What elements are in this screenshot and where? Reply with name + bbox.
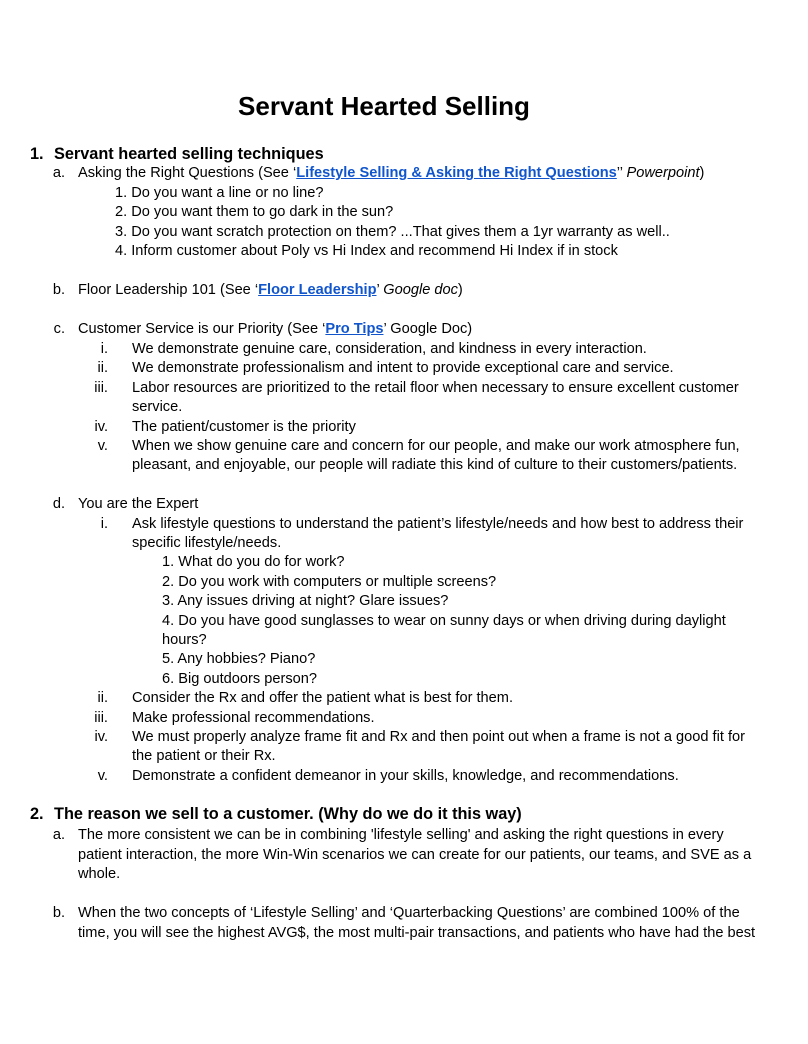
item-a-marker: a. <box>52 165 65 181</box>
paragraph-line: When the two concepts of ‘Lifestyle Selling’ and ‘Quarterbacking Questions’ are combined 100% of the <box>78 905 740 921</box>
paragraph-line: patient interaction, the more Win-Win scenarios we can create for our patients, our teams, and SVE as a <box>78 846 752 863</box>
list-item: Labor resources are prioritized to the retail floor when necessary to ensure excellent customer <box>132 379 739 396</box>
list-item: We demonstrate professionalism and intent to provide exceptional care and service. <box>132 360 674 376</box>
list-item-continuation: hours? <box>162 632 207 648</box>
list-item: 2. Do you work with computers or multiple screens? <box>162 573 497 590</box>
item-a-post: ) <box>699 165 705 181</box>
roman-marker: iv. <box>94 729 108 745</box>
paragraph-line: The more consistent we can be in combining 'lifestyle selling' and asking the right questions in every <box>78 827 724 843</box>
list-item: The patient/customer is the priority <box>132 418 356 435</box>
list-item: We must properly analyze frame fit and Rx and then point out when a frame is not a good fit for <box>132 729 745 745</box>
list-item: 5. Any hobbies? Piano? <box>162 651 316 667</box>
paragraph-line: time, you will see the highest AVG$, the most multi-pair transactions, and patients who have had the best <box>78 924 756 941</box>
list-item: Consider the Rx and offer the patient what is best for them. <box>132 690 513 706</box>
lifestyle-selling-link[interactable]: Lifestyle Selling & Asking the Right Questions <box>296 165 617 181</box>
roman-marker: i. <box>100 340 108 357</box>
page-title: Servant Hearted Selling <box>238 91 530 121</box>
item-b-marker: b. <box>52 282 65 298</box>
item-b-mid: ’ <box>376 282 384 298</box>
list-item: 2. Do you want them to go dark in the sun? <box>115 204 394 220</box>
item-b-italic: Google doc <box>383 282 458 298</box>
list-item: Ask lifestyle questions to understand the patient’s lifestyle/needs and how best to address their <box>132 515 744 532</box>
list-item: 4. Do you have good sunglasses to wear on sunny days or when driving during daylight <box>162 612 726 629</box>
roman-marker: iii. <box>94 379 108 396</box>
section-2-heading: The reason we sell to a customer. (Why do we do it this way) <box>54 805 522 823</box>
section-2-marker: 2. <box>30 805 44 823</box>
list-item-continuation: specific lifestyle/needs. <box>132 535 282 551</box>
item-b-text: Floor Leadership 101 (See ‘ <box>78 282 259 298</box>
list-item: Demonstrate a confident demeanor in your skills, knowledge, and recommendations. <box>132 767 679 784</box>
list-item: 4. Inform customer about Poly vs Hi Index and recommend Hi Index if in stock <box>115 243 618 259</box>
list-item: 1. What do you do for work? <box>162 554 345 570</box>
list-item-continuation: service. <box>132 399 183 415</box>
item-d-marker: d. <box>52 496 65 512</box>
item-2a-marker: a. <box>52 827 65 843</box>
roman-marker: iii. <box>94 709 108 726</box>
list-item: Make professional recommendations. <box>132 709 375 726</box>
roman-marker: v. <box>97 438 108 454</box>
item-a-mid: ’’ <box>616 165 627 181</box>
list-item: We demonstrate genuine care, consideration, and kindness in every interaction. <box>132 340 647 357</box>
roman-marker: iv. <box>94 418 108 435</box>
roman-marker: i. <box>100 515 108 532</box>
list-item-continuation: the patient or their Rx. <box>132 748 276 764</box>
item-asking-right-questions <box>78 164 704 184</box>
roman-marker: ii. <box>97 360 108 376</box>
paragraph-line: whole. <box>78 866 121 882</box>
item-you-are-expert: You are the Expert <box>78 496 199 512</box>
list-item: 3. Do you want scratch protection on them? ...That gives them a 1yr warranty as well.. <box>115 223 670 240</box>
item-2b-marker: b. <box>52 905 65 921</box>
roman-marker: ii. <box>97 690 108 706</box>
item-customer-service <box>78 320 472 340</box>
list-item: 3. Any issues driving at night? Glare issues? <box>162 593 449 609</box>
item-floor-leadership <box>78 281 463 301</box>
item-a-text: Asking the Right Questions (See ‘ <box>78 165 297 181</box>
item-c-marker: c. <box>53 321 65 337</box>
section-1-heading: Servant hearted selling techniques <box>54 145 324 163</box>
list-item: When we show genuine care and concern for our people, and make our work atmosphere fun, <box>132 438 740 454</box>
pro-tips-link[interactable]: Pro Tips <box>325 321 384 337</box>
item-c-text: Customer Service is our Priority (See ‘ <box>78 321 326 337</box>
list-item-continuation: pleasant, and enjoyable, our people will radiate this kind of culture to their customers/patients. <box>132 457 738 473</box>
roman-marker: v. <box>97 767 108 784</box>
section-1-marker: 1. <box>30 145 44 163</box>
list-item: 6. Big outdoors person? <box>162 670 317 687</box>
item-b-post: ) <box>457 282 463 298</box>
list-item: 1. Do you want a line or no line? <box>115 184 324 201</box>
item-a-italic: Powerpoint <box>626 165 700 181</box>
item-c-post: ’ Google Doc) <box>383 321 473 337</box>
floor-leadership-link[interactable]: Floor Leadership <box>258 282 377 298</box>
